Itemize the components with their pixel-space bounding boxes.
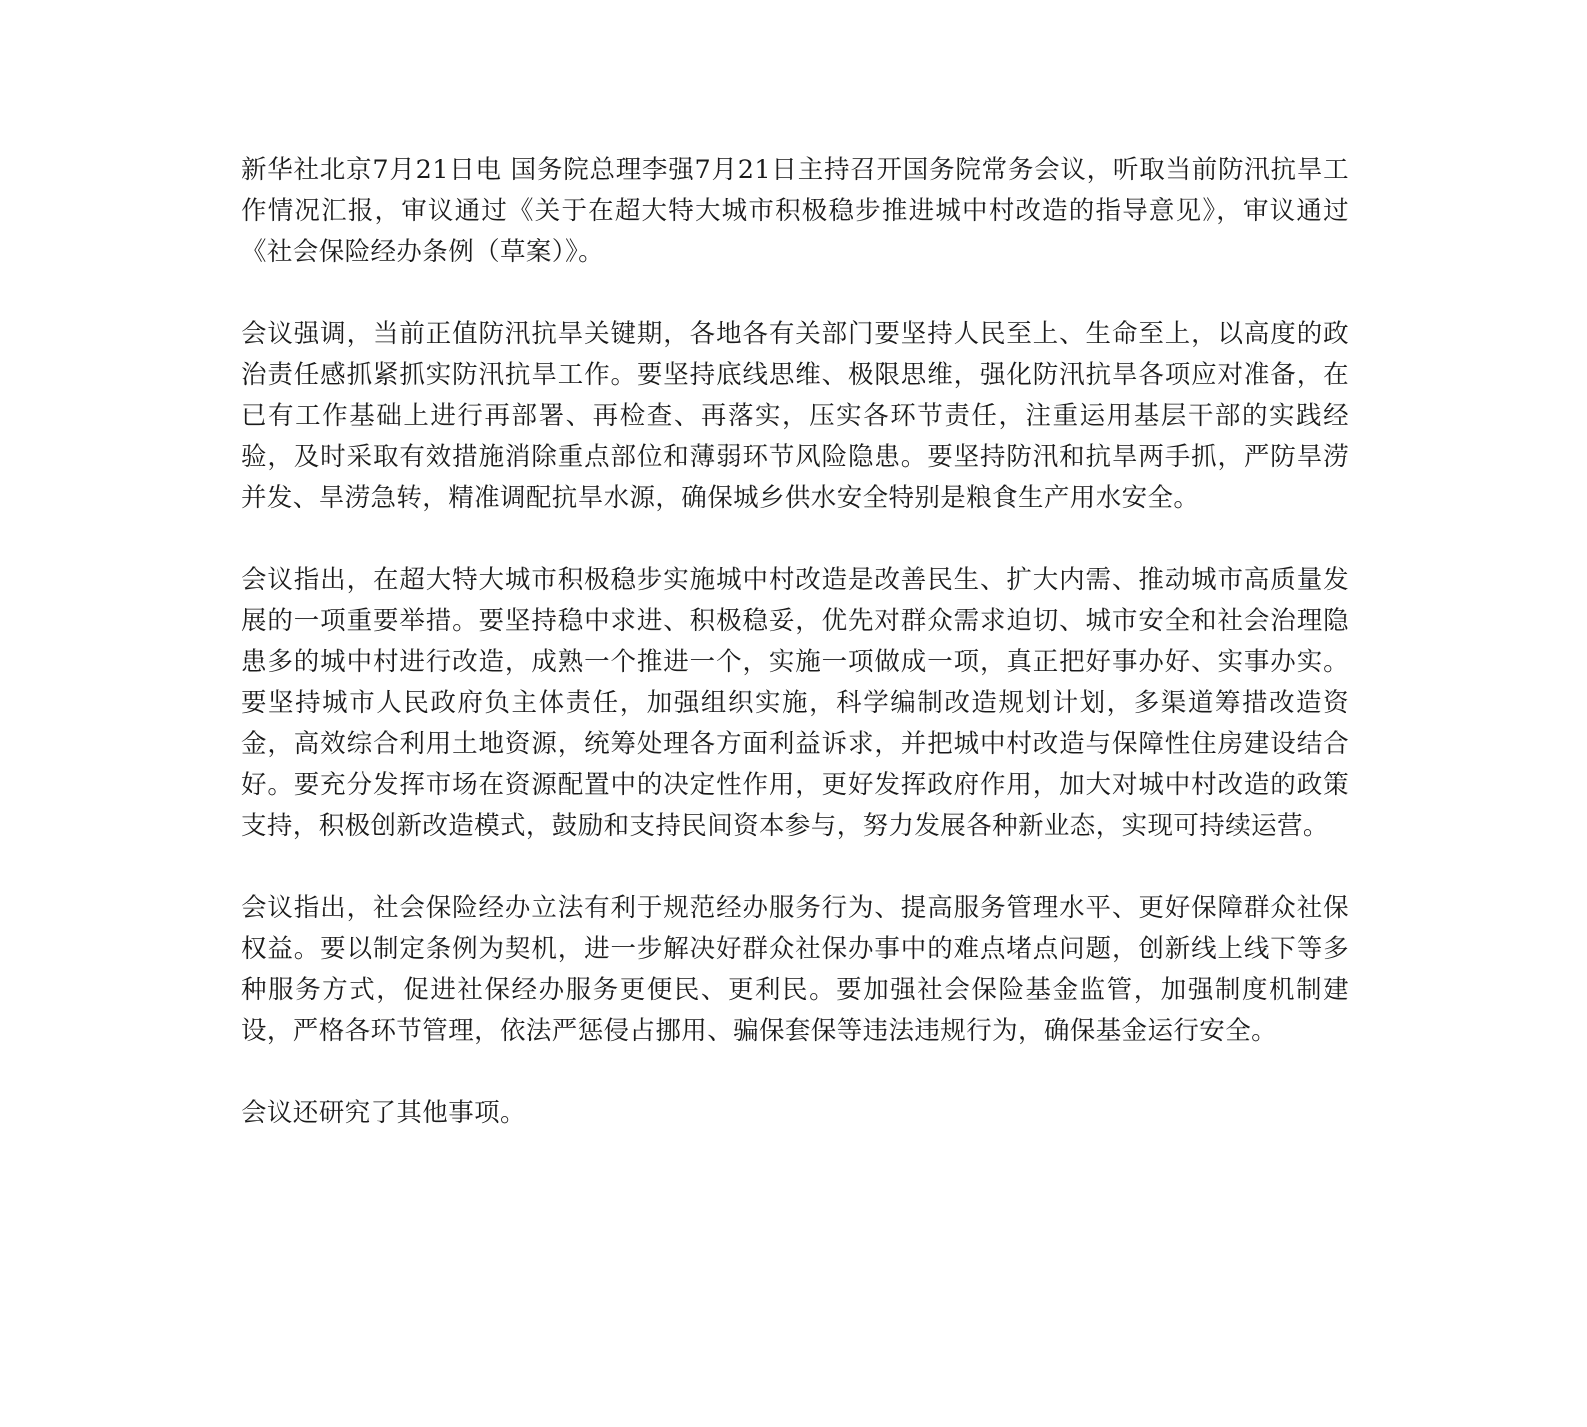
paragraph-dateline-intro: 新华社北京7月21日电 国务院总理李强7月21日主持召开国务院常务会议，听取当前防汛抗旱工作情况汇报，审议通过《关于在超大特大城市积极稳步推进城中村改造的指导意见》，审议通过《社会保险经办条例（草案）》。 <box>241 155 1349 267</box>
paragraph-flood-drought: 会议强调，当前正值防汛抗旱关键期，各地各有关部门要坚持人民至上、生命至上，以高度的政治责任感抓紧抓实防汛抗旱工作。要坚持底线思维、极限思维，强化防汛抗旱各项应对准备，在已有工作基础上进行再部署、再检查、再落实，压实各环节责任，注重运用基层干部的实践经验，及时采取有效措施消除重点部位和薄弱环节风险隐患。要坚持防汛和抗旱两手抓，严防旱涝并发、旱涝急转，精准调配抗旱水源，确保城乡供水安全特别是粮食生产用水安全。 <box>241 319 1349 513</box>
paragraph-urban-village-renovation: 会议指出，在超大特大城市积极稳步实施城中村改造是改善民生、扩大内需、推动城市高质量发展的一项重要举措。要坚持稳中求进、积极稳妥，优先对群众需求迫切、城市安全和社会治理隐患多的城中村进行改造，成熟一个推进一个，实施一项做成一项，真正把好事办好、实事办实。要坚持城市人民政府负主体责任，加强组织实施，科学编制改造规划计划，多渠道筹措改造资金，高效综合利用土地资源，统筹处理各方面利益诉求，并把城中村改造与保障性住房建设结合好。要充分发挥市场在资源配置中的决定性作用，更好发挥政府作用，加大对城中村改造的政策支持，积极创新改造模式，鼓励和支持民间资本参与，努力发展各种新业态，实现可持续运营。 <box>241 565 1349 841</box>
article-body <box>241 150 1349 1134</box>
paragraph-other-matters: 会议还研究了其他事项。 <box>241 1098 526 1128</box>
paragraph-social-insurance: 会议指出，社会保险经办立法有利于规范经办服务行为、提高服务管理水平、更好保障群众社保权益。要以制定条例为契机，进一步解决好群众社保办事中的难点堵点问题，创新线上线下等多种服务方式，促进社保经办服务更便民、更利民。要加强社会保险基金监管，加强制度机制建设，严格各环节管理，依法严惩侵占挪用、骗保套保等违法违规行为，确保基金运行安全。 <box>241 893 1349 1046</box>
